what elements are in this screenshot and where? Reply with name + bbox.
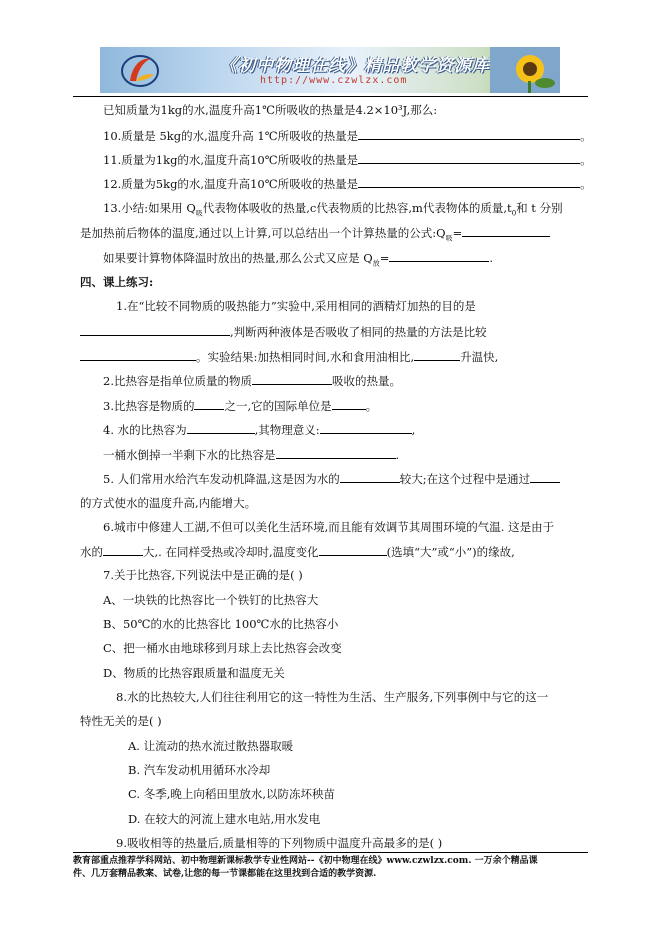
ex6-text-c: 大,. 在同样受热或冷却时,温度变化 xyxy=(143,545,319,559)
exercise-1-line-1 xyxy=(116,298,476,314)
ex4b-text: 一桶水倒掉一半剩下水的比热容是 xyxy=(103,448,276,462)
ex6-text-a: 6.城市中修建人工湖,不但可以美化生活环境,而且能有效调节其周围环境的气温. 这是由于 xyxy=(103,520,555,534)
ex1-blank-2[interactable] xyxy=(80,348,196,361)
ex3-text-a: 3.比热容是物质的 xyxy=(103,399,195,413)
footer-line-2: 件、几万套精品教案、试卷,让您的每一节课都能在这里找到合适的教学资源. xyxy=(73,869,377,879)
ex5-text-c: 的方式使水的温度升高,内能增大。 xyxy=(80,496,257,510)
q10-answer-blank[interactable] xyxy=(358,127,580,140)
ex5-text-a: 5. 人们常用水给汽车发动机降温,这是因为水的 xyxy=(103,472,340,486)
ex4-text-b: ,其物理意义: xyxy=(254,423,320,437)
q13-release-sub: 放 xyxy=(372,259,380,268)
ex4-text-c: , xyxy=(411,423,416,437)
ex9-question: 9.吸收相等的热量后,质量相等的下列物质中温度升高最多的是( ) xyxy=(116,836,443,850)
q13-sub-absorb: 吸 xyxy=(195,209,203,218)
q12-end: 。 xyxy=(580,177,592,191)
exercise-6 xyxy=(103,519,554,535)
ex4-blank-1[interactable] xyxy=(187,421,255,434)
ex3-text-c: 。 xyxy=(365,399,378,413)
ex1-blank-1[interactable] xyxy=(80,323,230,336)
exercise-8-option-b xyxy=(128,762,270,778)
question-13-line-1 xyxy=(103,200,563,221)
site-logo-icon xyxy=(120,53,160,89)
ex7-option-c-text: C、把一桶水由地球移到月球上去比热容会改变 xyxy=(103,641,342,655)
exercise-3 xyxy=(103,397,377,414)
ex2-text-a: 2.比热容是指单位质量的物质 xyxy=(103,374,252,388)
intro-text: 已知质量为1kg的水,温度升高1℃所吸收的热量是4.2×10³J,那么: xyxy=(103,103,438,117)
q13-release-end: . xyxy=(489,251,494,265)
ex3-blank-1[interactable] xyxy=(194,397,224,410)
q13-text-b: 代表物体吸收的热量,c代表物质的比热容,m代表物体的质量,t xyxy=(202,201,512,215)
intro-line xyxy=(103,102,437,118)
question-10 xyxy=(103,127,592,144)
ex6-text-b: 水的 xyxy=(80,545,103,559)
question-13-line-2 xyxy=(80,224,550,246)
exercise-6-line-2 xyxy=(80,543,515,560)
exercise-1-line-3 xyxy=(80,348,498,365)
exercise-7 xyxy=(103,567,303,583)
ex4-text-a: 4. 水的比热容为 xyxy=(103,423,187,437)
q13-formula-text: 是加热前后物体的温度,通过以上计算,可以总结出一个计算热量的公式:Q xyxy=(80,226,446,240)
q13-release-text: 如果要计算物体降温时放出的热量,那么公式又应是 Q xyxy=(103,251,373,265)
exercise-5-line-2 xyxy=(80,495,256,511)
exercise-7-option-c xyxy=(103,640,342,656)
q11-answer-blank[interactable] xyxy=(358,151,580,164)
footer-line-1: 教育部重点推荐学科网站、初中物理新课标教学专业性网站--《初中物理在线》www.czwlzx.com. 一万余个精品课 xyxy=(73,856,538,866)
ex7-option-a-text: A、一块铁的比热容比一个铁钉的比热容大 xyxy=(103,593,319,607)
exercise-7-option-a xyxy=(103,592,318,608)
ex7-question: 7.关于比热容,下列说法中是正确的是( ) xyxy=(103,568,303,582)
ex1-text-b: ,判断两种液体是否吸收了相同的热量的方法是比较 xyxy=(230,325,487,339)
banner-title: 《初中物理在线》精品教学资源库 xyxy=(220,56,490,76)
ex7-option-b-text: B、50℃的水的比热容比 100℃水的比热容小 xyxy=(103,617,339,631)
ex8-option-c-text: C. 冬季,晚上向稻田里放水,以防冻坏秧苗 xyxy=(128,787,336,801)
ex6-blank-2[interactable] xyxy=(319,543,387,556)
q13-formula-sub: 吸 xyxy=(445,234,453,243)
ex4b-blank[interactable] xyxy=(276,446,396,459)
q12-answer-blank[interactable] xyxy=(358,175,580,188)
ex5-blank-1[interactable] xyxy=(340,470,400,483)
q11-end: 。 xyxy=(580,153,592,167)
exercise-8-line-2 xyxy=(80,713,162,729)
exercise-4 xyxy=(103,421,415,438)
ex6-text-d: (选填“大”或“小”)的缘故, xyxy=(386,545,515,559)
ex8-text-a: 8.水的比热较大,人们往往利用它的这一特性为生活、生产服务,下列事例中与它的这一 xyxy=(116,690,549,704)
exercise-1-line-2 xyxy=(80,323,487,340)
ex8-option-d-text: D. 在较大的河流上建水电站,用水发电 xyxy=(128,812,321,826)
q11-text: 11.质量为1kg的水,温度升高10℃所吸收的热量是 xyxy=(103,153,359,167)
ex5-text-b: 较大;在这个过程中是通过 xyxy=(399,472,531,486)
ex3-blank-2[interactable] xyxy=(332,397,366,410)
q13-formula-blank[interactable] xyxy=(462,224,550,237)
ex1-text-a: 1.在“比较不同物质的吸热能力”实验中,采用相同的酒精灯加热的目的是 xyxy=(116,299,476,313)
q12-text: 12.质量为5kg的水,温度升高10℃所吸收的热量是 xyxy=(103,177,359,191)
ex2-text-b: 吸收的热量。 xyxy=(331,374,401,388)
exercise-8-option-a xyxy=(128,738,293,754)
exercise-7-option-d xyxy=(103,665,285,681)
section-heading xyxy=(80,274,153,290)
banner-url: http://www.czwlzx.com xyxy=(260,75,408,86)
section-title: 四、课上练习: xyxy=(80,275,154,289)
ex1-text-c: 。实验结果:加热相同时间,水和食用油相比, xyxy=(196,350,415,364)
ex7-option-d-text: D、物质的比热容跟质量和温度无关 xyxy=(103,666,285,680)
ex6-blank-1[interactable] xyxy=(103,543,143,556)
question-13-line-3 xyxy=(103,249,493,271)
question-11 xyxy=(103,151,592,168)
q13-release-eq: = xyxy=(379,251,390,265)
exercise-5 xyxy=(103,470,560,487)
exercise-8 xyxy=(116,689,548,705)
q10-text: 10.质量是 5kg的水,温度升高 1℃所吸收的热量是 xyxy=(103,129,359,143)
header-rule xyxy=(73,96,588,97)
exercise-4-line-2 xyxy=(103,446,399,463)
exercise-8-option-c xyxy=(128,786,335,802)
sunflower-icon xyxy=(490,47,560,93)
ex8-option-b-text: B. 汽车发动机用循环水冷却 xyxy=(128,763,271,777)
ex1-text-d: 升温快, xyxy=(460,350,499,364)
ex1-blank-3[interactable] xyxy=(414,348,460,361)
q10-end: 。 xyxy=(580,129,592,143)
exercise-7-option-b xyxy=(103,616,338,632)
exercise-2 xyxy=(103,372,401,389)
q13-formula-eq: = xyxy=(452,226,463,240)
q13-sub-zero: 0 xyxy=(511,209,517,218)
ex5-blank-2[interactable] xyxy=(530,470,560,483)
exercise-9 xyxy=(116,835,442,851)
ex3-text-b: 之一,它的国际单位是 xyxy=(224,399,332,413)
q13-release-blank[interactable] xyxy=(389,249,489,262)
ex8-text-b: 特性无关的是( ) xyxy=(80,714,162,728)
q13-text-c: 和 t 分别 xyxy=(516,201,563,215)
ex4-blank-2[interactable] xyxy=(320,421,412,434)
exercise-8-option-d xyxy=(128,811,320,827)
footer-rule xyxy=(73,852,588,853)
q13-text-a: 13.小结:如果用 Q xyxy=(103,201,196,215)
ex8-option-a-text: A. 让流动的热水流过散热器取暖 xyxy=(128,739,294,753)
ex4b-end: . xyxy=(395,448,400,462)
question-12 xyxy=(103,175,592,192)
ex2-blank[interactable] xyxy=(252,372,332,385)
header-banner xyxy=(100,47,560,93)
